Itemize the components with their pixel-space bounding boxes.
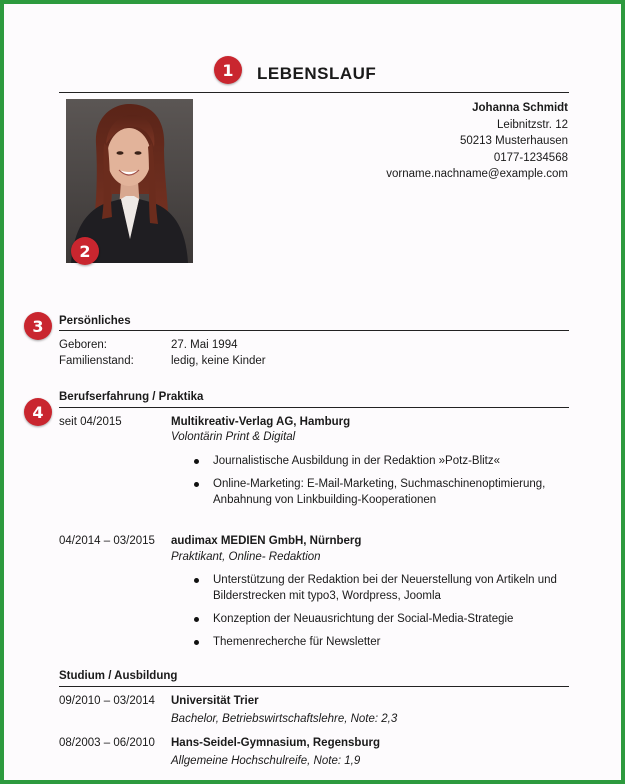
marker-1: 1 (214, 56, 242, 84)
page-title: LEBENSLAUF (257, 64, 377, 83)
education-period: 09/2010 – 03/2014 (59, 695, 155, 707)
education-institution: Universität Trier (171, 695, 259, 707)
section-heading-experience: Berufserfahrung / Praktika (59, 391, 204, 403)
contact-street: Leibnitzstr. 12 (497, 118, 568, 131)
personal-value-status: ledig, keine Kinder (171, 355, 266, 367)
marker-4: 4 (24, 398, 52, 426)
education-divider (59, 686, 569, 687)
personal-divider (59, 330, 569, 331)
bullet-item: Themenrecherche für Newsletter (194, 634, 564, 650)
experience-divider (59, 407, 569, 408)
personal-label-birth: Geboren: (59, 339, 107, 351)
experience-period: seit 04/2015 (59, 416, 122, 428)
education-detail: Allgemeine Hochschulreife, Note: 1,9 (171, 755, 361, 767)
contact-name: Johanna Schmidt (472, 102, 568, 114)
cv-page (4, 4, 621, 780)
education-period: 08/2003 – 06/2010 (59, 737, 155, 749)
contact-block (386, 100, 568, 183)
experience-company: audimax MEDIEN GmbH, Nürnberg (171, 535, 362, 547)
experience-bullet-list (194, 453, 564, 515)
section-heading-education: Studium / Ausbildung (59, 670, 178, 682)
bullet-item: Online-Marketing: E-Mail-Marketing, Suchmaschinenoptimierung, Anbahnung von Linkbuilding-Kooperationen (194, 476, 564, 508)
personal-value-birth: 27. Mai 1994 (171, 339, 238, 351)
section-heading-personal: Persönliches (59, 315, 131, 327)
contact-city: 50213 Musterhausen (459, 135, 568, 147)
bullet-item: Unterstützung der Redaktion bei der Neuerstellung von Artikeln und Bilderstrecken mit typo3, Wordpress, Joomla (194, 572, 564, 604)
contact-email: vorname.nachname@example.com (386, 168, 568, 180)
marker-2: 2 (71, 237, 99, 265)
education-institution: Hans-Seidel-Gymnasium, Regensburg (171, 737, 380, 749)
experience-period: 04/2014 – 03/2015 (59, 535, 155, 547)
bullet-item: Konzeption der Neuausrichtung der Social-Media-Strategie (194, 611, 564, 627)
marker-3: 3 (24, 312, 52, 340)
education-detail: Bachelor, Betriebswirtschaftslehre, Note: 2,3 (171, 713, 398, 725)
bullet-item: Journalistische Ausbildung in der Redaktion »Potz-Blitz« (194, 453, 564, 469)
personal-label-status: Familienstand: (59, 355, 134, 367)
experience-bullet-list (194, 572, 564, 657)
title-divider (59, 92, 569, 93)
experience-role: Praktikant, Online- Redaktion (171, 551, 321, 563)
experience-role: Volontärin Print & Digital (171, 431, 296, 443)
experience-company: Multikreativ-Verlag AG, Hamburg (171, 416, 351, 428)
contact-phone: 0177-1234568 (493, 151, 568, 164)
